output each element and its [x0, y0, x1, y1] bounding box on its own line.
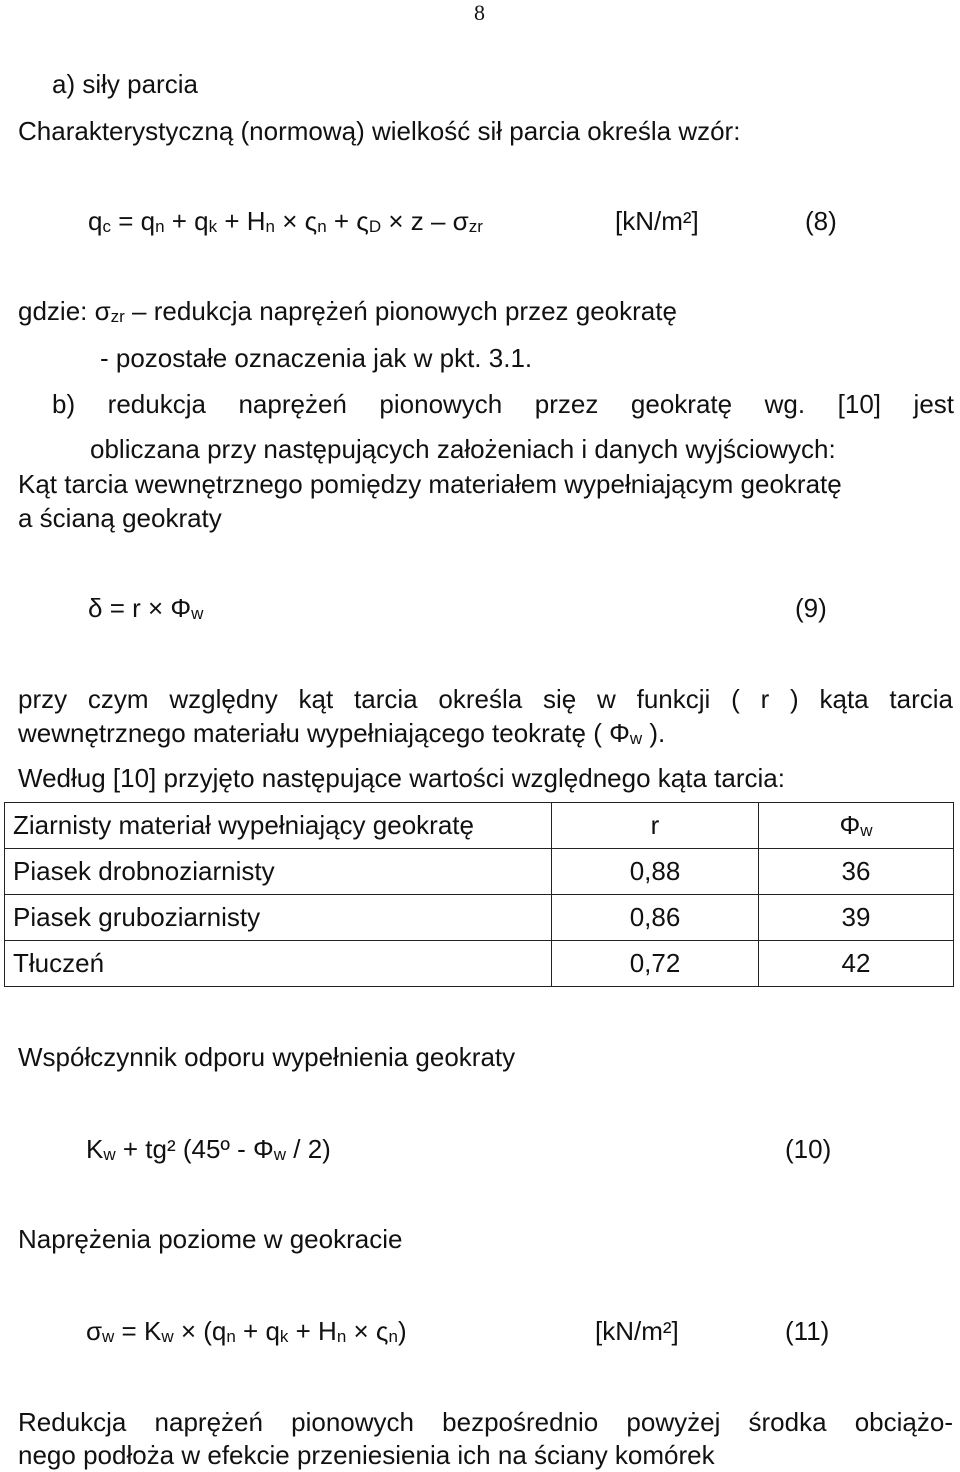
equation-11: $\sigma_w = K_w \times (q_n + q_k + H_n \times \varsigma_n)$	[86, 1316, 407, 1346]
equation-9: $\delta = r \times \Phi_w$	[88, 593, 204, 623]
row-r: 0,86	[552, 895, 759, 941]
section-b-heading-line1: b) redukcja naprężeń pionowych przez geokratę wg. [10] jest	[52, 389, 954, 419]
row-material: Tłuczeń	[5, 941, 552, 987]
friction-angle-line2: a ścianą geokraty	[18, 503, 222, 533]
table-header-row	[5, 803, 954, 849]
row-phi: 42	[759, 941, 954, 987]
accepted-values-intro: Według [10] przyjęto następujące wartości względnego kąta tarcia:	[18, 763, 785, 793]
table-row	[5, 895, 954, 941]
row-material: Piasek drobnoziarnisty	[5, 849, 552, 895]
section-a-heading: a) siły parcia	[52, 69, 198, 99]
equation-8-number: (8)	[805, 206, 837, 236]
equation-11-unit: [kN/m²]	[595, 1316, 679, 1346]
header-r: r	[552, 803, 759, 849]
equation-9-number: (9)	[795, 593, 827, 623]
where-line: gdzie: $\sigma_{zr}$ – redukcja naprężeń pionowych przez geokratę	[18, 296, 677, 326]
row-r: 0,88	[552, 849, 759, 895]
table-row	[5, 849, 954, 895]
friction-values-table	[4, 802, 954, 987]
table-row	[5, 941, 954, 987]
relative-friction-line2: wewnętrznego materiału wypełniającego teokratę ( $\Phi_w$ ).	[18, 718, 666, 748]
row-material: Piasek gruboziarnisty	[5, 895, 552, 941]
reduction-line2: nego podłoża w efekcie przeniesienia ich na ściany komórek	[18, 1440, 715, 1470]
equation-11-number: (11)	[785, 1316, 830, 1346]
equation-10-number: (10)	[785, 1134, 832, 1164]
equation-8-unit: [kN/m²]	[615, 206, 699, 236]
friction-angle-line1: Kąt tarcia wewnętrznego pomiędzy materiałem wypełniającym geokratę	[18, 469, 842, 499]
header-phi: $\Phi_w$	[759, 803, 954, 849]
horizontal-stress-heading: Naprężenia poziome w geokracie	[18, 1224, 403, 1254]
row-phi: 39	[759, 895, 954, 941]
equation-8: $q_c = q_n + q_k + H_n \times \varsigma_n + \varsigma_D \times z - \sigma_{zr}$	[88, 206, 483, 236]
header-material: Ziarnisty materiał wypełniający geokratę	[5, 803, 552, 849]
section-a-intro: Charakterystyczną (normową) wielkość sił parcia określa wzór:	[18, 116, 741, 146]
reduction-line1: Redukcja naprężeń pionowych bezpośrednio powyżej środka obciążo-	[18, 1407, 953, 1437]
row-r: 0,72	[552, 941, 759, 987]
equation-10: $K_w + tg^2$ (45º - $\Phi_w / 2$)	[86, 1134, 331, 1164]
page-number: 8	[474, 0, 485, 25]
resistance-coefficient-heading: Współczynnik odporu wypełnienia geokraty	[18, 1042, 516, 1072]
section-b-heading-line2: obliczana przy następujących założeniach i danych wyjściowych:	[90, 434, 836, 464]
other-symbols-note: - pozostałe oznaczenia jak w pkt. 3.1.	[100, 343, 533, 373]
relative-friction-line1: przy czym względny kąt tarcia określa się w funkcji ( r ) kąta tarcia	[18, 684, 953, 714]
row-phi: 36	[759, 849, 954, 895]
